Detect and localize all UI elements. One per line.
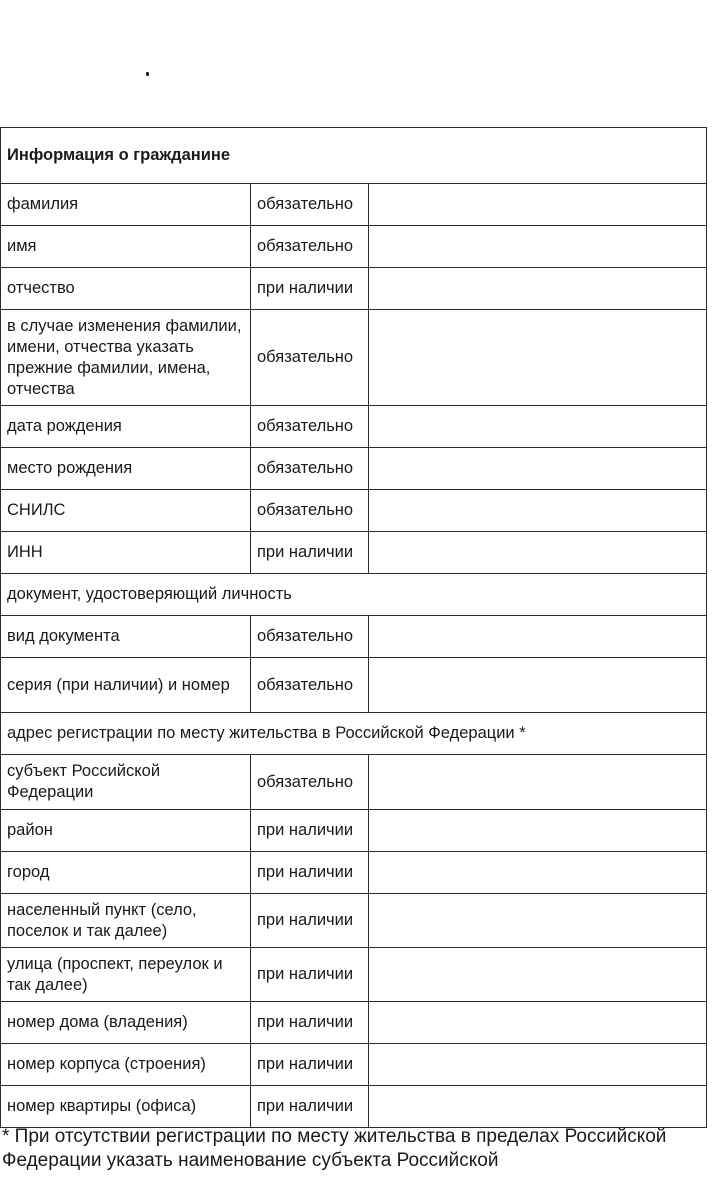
row-document-number	[1, 658, 707, 713]
value-cell[interactable]	[369, 1002, 707, 1044]
value-cell[interactable]	[369, 616, 707, 658]
field-label: район	[1, 810, 251, 852]
field-label: дата рождения	[1, 406, 251, 448]
requirement-text: обязательно	[251, 184, 369, 226]
row-house	[1, 1002, 707, 1044]
field-label: ИНН	[1, 532, 251, 574]
section-title: Информация о гражданине	[1, 128, 707, 184]
citizen-info-table	[0, 127, 707, 1128]
field-label: в случае изменения фамилии, имени, отчества указать прежние фамилии, имена, отчества	[1, 310, 251, 406]
field-label: отчество	[1, 268, 251, 310]
address-heading: адрес регистрации по месту жительства в Российской Федерации *	[1, 713, 707, 755]
scan-speck	[146, 72, 149, 76]
row-snils	[1, 490, 707, 532]
row-previous-names	[1, 310, 707, 406]
requirement-text: при наличии	[251, 1044, 369, 1086]
requirement-text: при наличии	[251, 532, 369, 574]
requirement-text: при наличии	[251, 810, 369, 852]
requirement-text: при наличии	[251, 948, 369, 1002]
value-cell[interactable]	[369, 658, 707, 713]
requirement-text: при наличии	[251, 894, 369, 948]
document-heading-row	[1, 574, 707, 616]
value-cell[interactable]	[369, 184, 707, 226]
value-cell[interactable]	[369, 448, 707, 490]
requirement-text: обязательно	[251, 616, 369, 658]
row-patronymic	[1, 268, 707, 310]
footnote: * При отсутствии регистрации по месту жительства в пределах Российской Федерации указать наименование субъекта Российской	[2, 1126, 667, 1171]
row-inn	[1, 532, 707, 574]
row-birth-date	[1, 406, 707, 448]
field-label: номер корпуса (строения)	[1, 1044, 251, 1086]
section-title-row	[1, 128, 707, 184]
requirement-text: обязательно	[251, 490, 369, 532]
address-heading-row	[1, 713, 707, 755]
value-cell[interactable]	[369, 1086, 707, 1128]
value-cell[interactable]	[369, 948, 707, 1002]
field-label: место рождения	[1, 448, 251, 490]
field-label: населенный пункт (село, поселок и так далее)	[1, 894, 251, 948]
row-city	[1, 852, 707, 894]
value-cell[interactable]	[369, 852, 707, 894]
row-apartment	[1, 1086, 707, 1128]
row-birth-place	[1, 448, 707, 490]
requirement-text: обязательно	[251, 448, 369, 490]
row-surname	[1, 184, 707, 226]
field-label: номер квартиры (офиса)	[1, 1086, 251, 1128]
requirement-text: обязательно	[251, 755, 369, 810]
document-heading: документ, удостоверяющий личность	[1, 574, 707, 616]
row-building	[1, 1044, 707, 1086]
row-settlement	[1, 894, 707, 948]
row-district	[1, 810, 707, 852]
requirement-text: при наличии	[251, 852, 369, 894]
field-label: номер дома (владения)	[1, 1002, 251, 1044]
requirement-text: обязательно	[251, 310, 369, 406]
value-cell[interactable]	[369, 1044, 707, 1086]
field-label: улица (проспект, переулок и так далее)	[1, 948, 251, 1002]
requirement-text: обязательно	[251, 226, 369, 268]
field-label: серия (при наличии) и номер	[1, 658, 251, 713]
field-label: фамилия	[1, 184, 251, 226]
value-cell[interactable]	[369, 810, 707, 852]
field-label: субъект Российской Федерации	[1, 755, 251, 810]
value-cell[interactable]	[369, 406, 707, 448]
field-label: имя	[1, 226, 251, 268]
field-label: СНИЛС	[1, 490, 251, 532]
requirement-text: обязательно	[251, 406, 369, 448]
requirement-text: при наличии	[251, 1086, 369, 1128]
field-label: город	[1, 852, 251, 894]
row-name	[1, 226, 707, 268]
requirement-text: при наличии	[251, 268, 369, 310]
value-cell[interactable]	[369, 532, 707, 574]
row-federal-subject	[1, 755, 707, 810]
value-cell[interactable]	[369, 490, 707, 532]
value-cell[interactable]	[369, 226, 707, 268]
requirement-text: обязательно	[251, 658, 369, 713]
requirement-text: при наличии	[251, 1002, 369, 1044]
row-document-type	[1, 616, 707, 658]
value-cell[interactable]	[369, 310, 707, 406]
row-street	[1, 948, 707, 1002]
value-cell[interactable]	[369, 894, 707, 948]
value-cell[interactable]	[369, 268, 707, 310]
field-label: вид документа	[1, 616, 251, 658]
value-cell[interactable]	[369, 755, 707, 810]
